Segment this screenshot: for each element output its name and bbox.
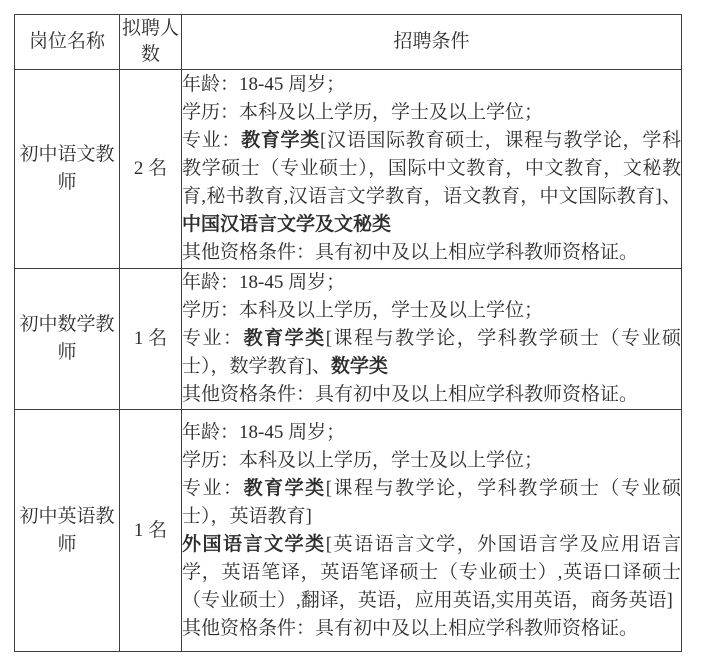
condition-paragraph (182, 71, 681, 99)
table-row (15, 410, 682, 652)
condition-text: 年龄：18-45 周岁； (182, 74, 346, 95)
conditions-cell (182, 269, 682, 410)
position-cell: 初中数学教师 (15, 269, 120, 410)
headcount-cell: 1 名 (120, 269, 182, 410)
major-category-text: 中国汉语言文学及文秘类 (182, 214, 392, 235)
condition-text: [课程与教学论，学科教学硕士（专业硕士），英语教育] (182, 477, 681, 527)
condition-text: 专业： (182, 477, 244, 499)
condition-paragraph (182, 297, 681, 325)
condition-paragraph (182, 239, 681, 267)
major-category-text: 教育学类 (243, 477, 326, 499)
condition-text: 年龄：18-45 周岁； (182, 421, 346, 443)
major-category-text: 外国语言文学类 (182, 533, 326, 555)
condition-text: [英语语言文学，外国语言学及应用语言学，英语笔译，英语笔译硕士（专业硕士）,英语口译硕士（专业硕士）,翻译，英语，应用英语,实用英语，商务英语] (182, 533, 681, 611)
condition-text: 学历：本科及以上学历，学士及以上学位； (182, 102, 544, 123)
condition-paragraph (182, 531, 681, 615)
headcount-cell: 2 名 (120, 70, 182, 269)
conditions-cell (182, 410, 682, 652)
condition-paragraph (182, 381, 681, 409)
condition-text: [汉语国际教育硕士，课程与教学论，学科教学硕士（专业硕士），国际中文教育，中文教育，文秘教育,秘书教育,汉语言文学教育，语文教育，中文国际教育]、 (182, 130, 681, 207)
condition-text: 专业： (182, 328, 244, 349)
condition-paragraph (182, 99, 681, 127)
condition-text: 学历：本科及以上学历，学士及以上学位； (182, 449, 544, 471)
header-conditions: 招聘条件 (182, 15, 682, 70)
major-category-text: 教育学类 (241, 130, 320, 151)
recruitment-table (14, 14, 682, 652)
header-headcount: 拟聘人数 (120, 15, 182, 70)
condition-paragraph (182, 475, 681, 531)
condition-paragraph (182, 447, 681, 475)
condition-text: 其他资格条件：具有初中及以上相应学科教师资格证。 (182, 384, 639, 405)
condition-text: 学历：本科及以上学历，学士及以上学位； (182, 300, 544, 321)
position-cell: 初中语文教师 (15, 70, 120, 269)
major-category-text: 数学类 (330, 356, 388, 377)
condition-text: 年龄：18-45 周岁； (182, 272, 346, 293)
header-row (15, 15, 682, 70)
position-cell: 初中英语教师 (15, 410, 120, 652)
header-position: 岗位名称 (15, 15, 120, 70)
condition-text: 其他资格条件：具有初中及以上相应学科教师资格证。 (182, 617, 639, 639)
condition-paragraph (182, 127, 681, 239)
condition-text: 专业： (182, 130, 242, 151)
conditions-cell (182, 70, 682, 269)
condition-text: [课程与教学论，学科教学硕士（专业硕士），数学教育]、 (182, 328, 681, 377)
condition-paragraph (182, 325, 681, 381)
condition-paragraph (182, 615, 681, 643)
table-row (15, 70, 682, 269)
headcount-cell: 1 名 (120, 410, 182, 652)
major-category-text: 教育学类 (243, 328, 326, 349)
table-body (15, 70, 682, 652)
condition-text: 其他资格条件：具有初中及以上相应学科教师资格证。 (182, 242, 639, 263)
condition-paragraph (182, 419, 681, 447)
table-row (15, 269, 682, 410)
condition-paragraph (182, 269, 681, 297)
